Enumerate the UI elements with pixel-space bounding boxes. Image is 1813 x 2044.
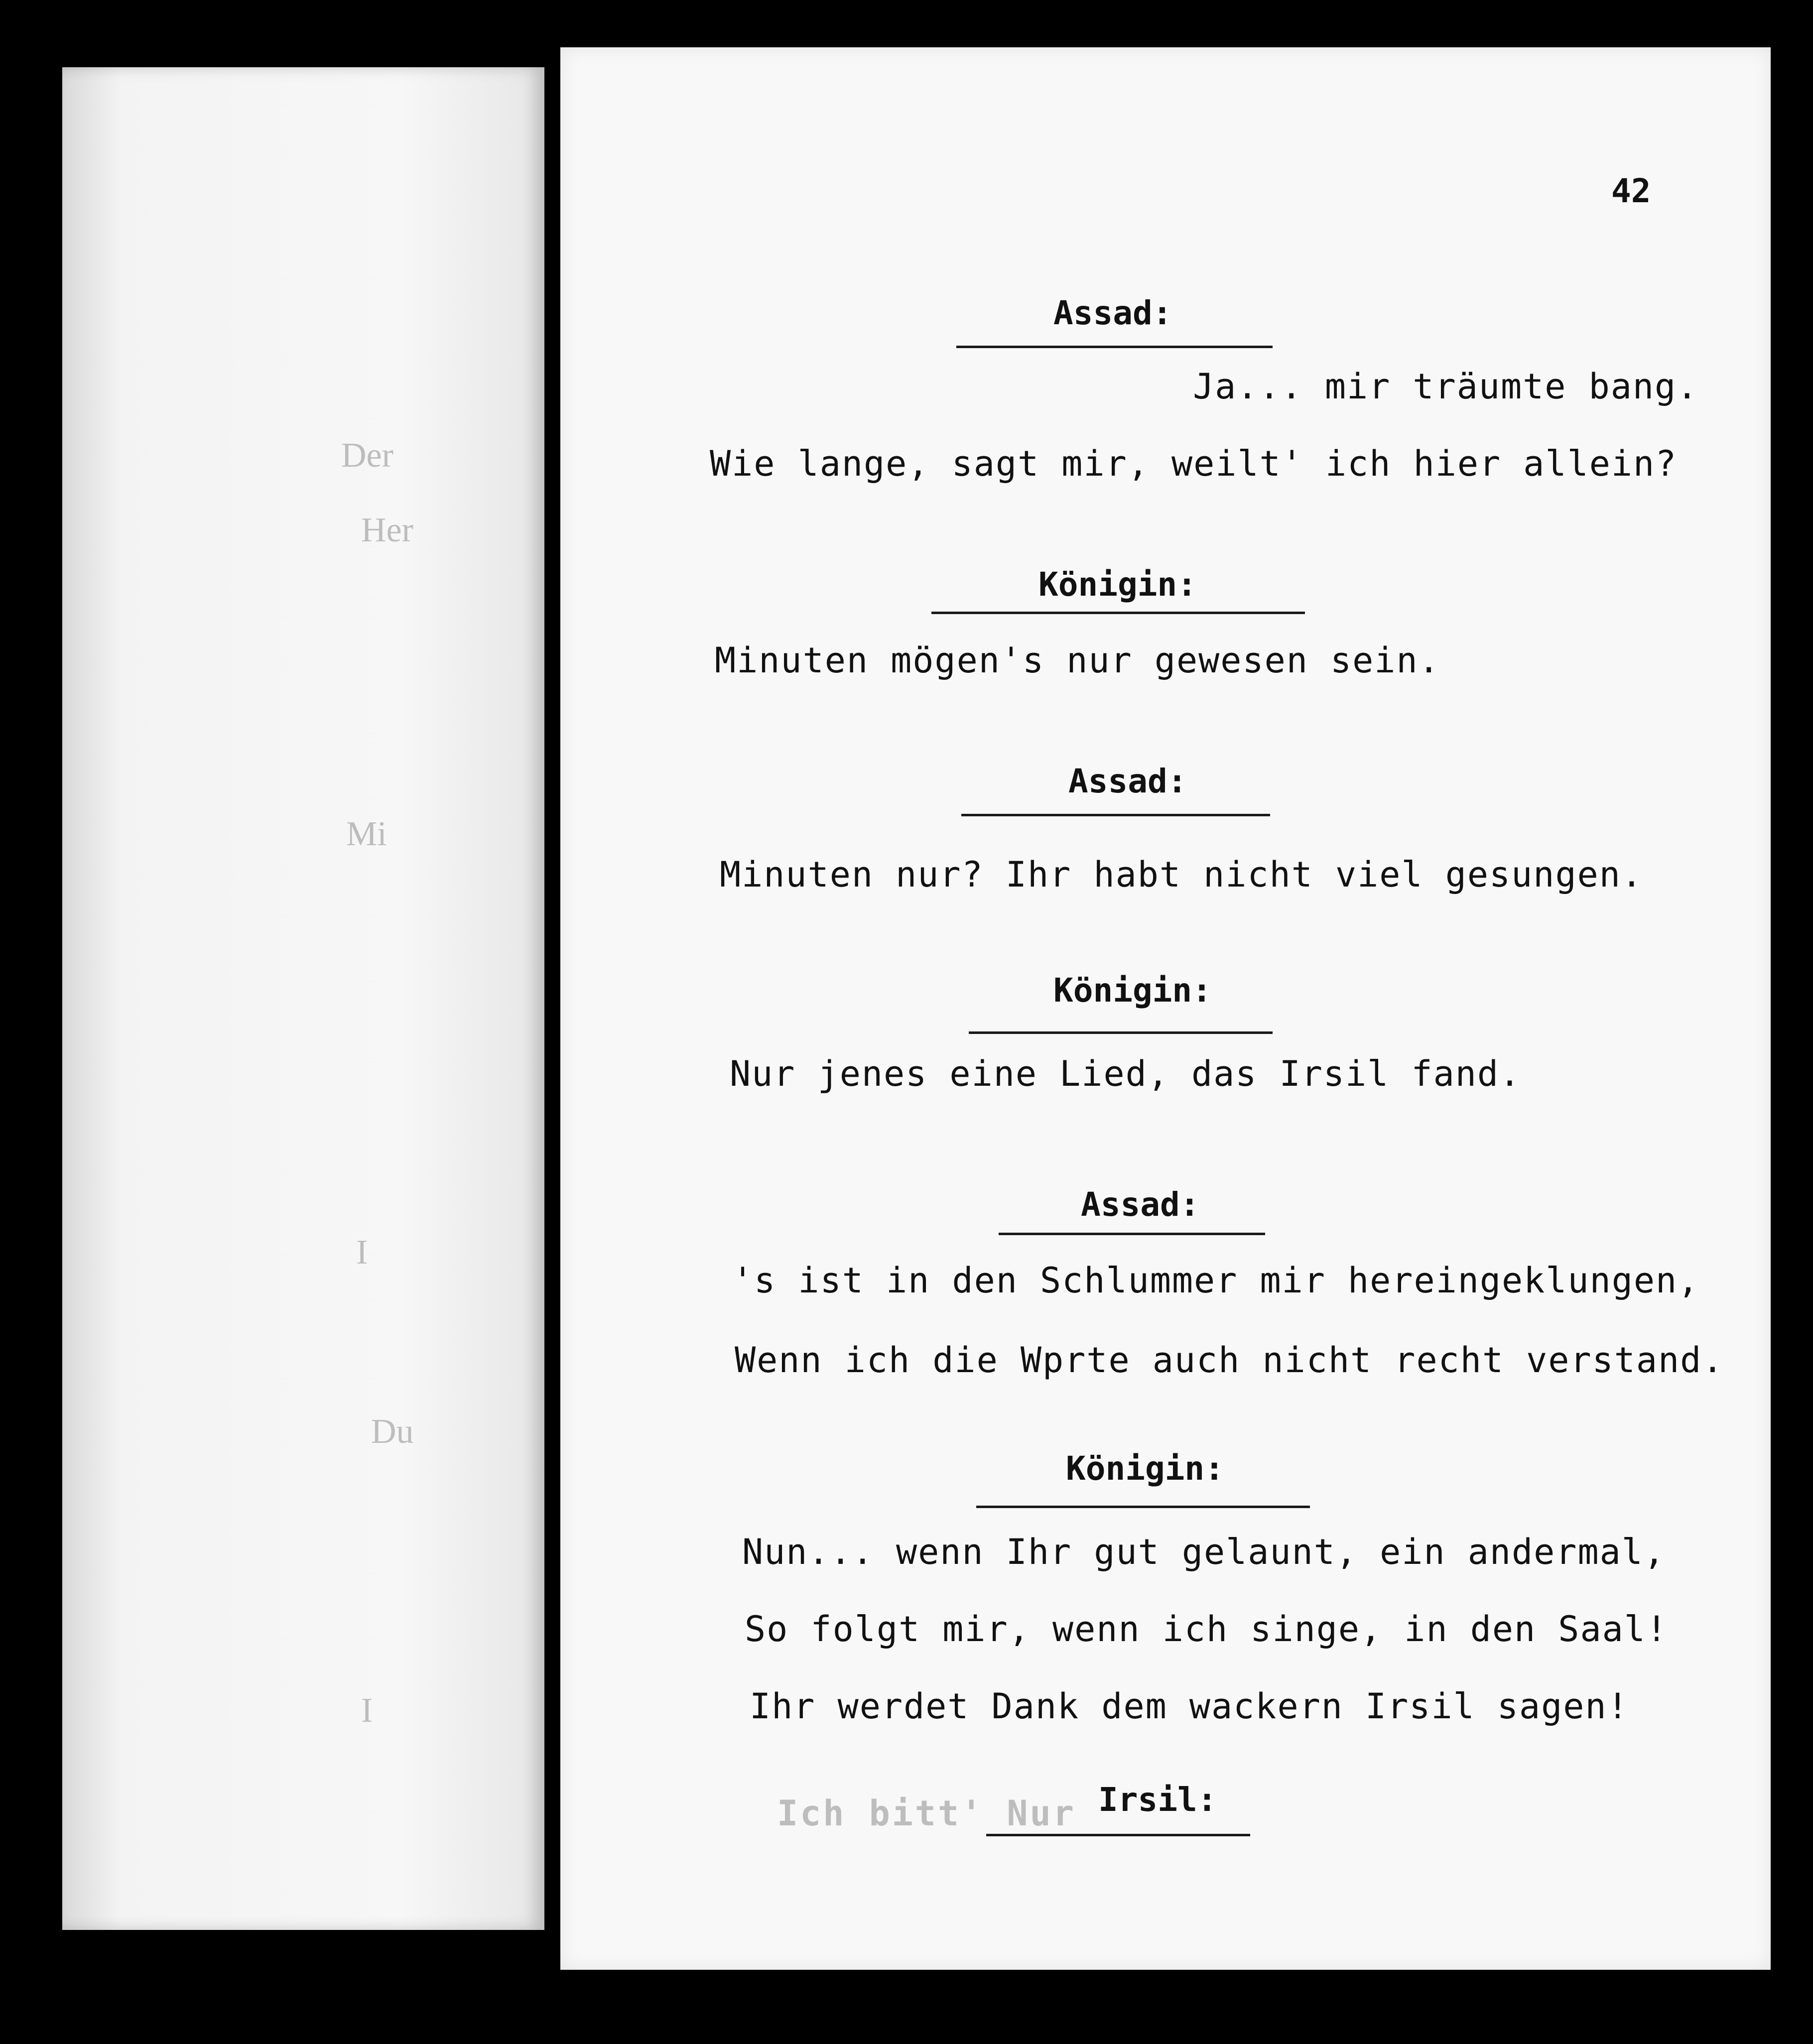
speaker-name: Assad: — [1053, 294, 1172, 332]
speaker-name: Irsil: — [1098, 1781, 1217, 1819]
speaker-underline — [931, 612, 1305, 614]
speaker-underline — [976, 1506, 1310, 1508]
page-number: 42 — [1611, 172, 1651, 210]
speaker-name: Assad: — [1068, 762, 1187, 800]
bleed-through-text: Ich bitt' Nur — [777, 1793, 1076, 1834]
previous-page-ghost-text: I — [361, 1691, 373, 1730]
speaker-underline — [999, 1233, 1265, 1235]
previous-page-ghost-text: I — [356, 1233, 368, 1272]
dialogue-line: Nur jenes eine Lied, das Irsil fand. — [730, 1053, 1522, 1094]
previous-page — [62, 67, 544, 1930]
speaker-name: Assad: — [1081, 1185, 1200, 1224]
previous-page-ghost-text: Du — [371, 1412, 414, 1451]
dialogue-line: Wenn ich die Wprte auch nicht recht verstand. — [735, 1340, 1724, 1381]
dialogue-line: Ihr werdet Dank dem wackern Irsil sagen! — [750, 1686, 1629, 1727]
speaker-underline — [956, 346, 1273, 348]
speaker-name: Königin: — [1038, 565, 1197, 604]
dialogue-line: Nun... wenn Ihr gut gelaunt, ein andermal, — [742, 1532, 1666, 1572]
speaker-underline — [986, 1834, 1250, 1836]
dialogue-line: Minuten nur? Ihr habt nicht viel gesungen. — [720, 854, 1644, 895]
speaker-name: Königin: — [1053, 971, 1212, 1010]
dialogue-line: 's ist in den Schlummer mir hereingeklungen, — [732, 1260, 1700, 1301]
dialogue-line: Ja... mir träumte bang. — [1193, 366, 1699, 407]
speaker-name: Königin: — [1066, 1449, 1224, 1488]
previous-page-ghost-text: Her — [361, 511, 413, 549]
dialogue-line: Minuten mögen's nur gewesen sein. — [715, 640, 1440, 681]
dialogue-line: So folgt mir, wenn ich singe, in den Saal! — [745, 1609, 1669, 1650]
speaker-underline — [969, 1031, 1273, 1034]
previous-page-ghost-text: Der — [341, 436, 393, 475]
previous-page-ghost-text: Mi — [346, 815, 387, 853]
dialogue-line: Wie lange, sagt mir, weilt' ich hier allein? — [710, 443, 1678, 484]
speaker-underline — [961, 814, 1270, 816]
